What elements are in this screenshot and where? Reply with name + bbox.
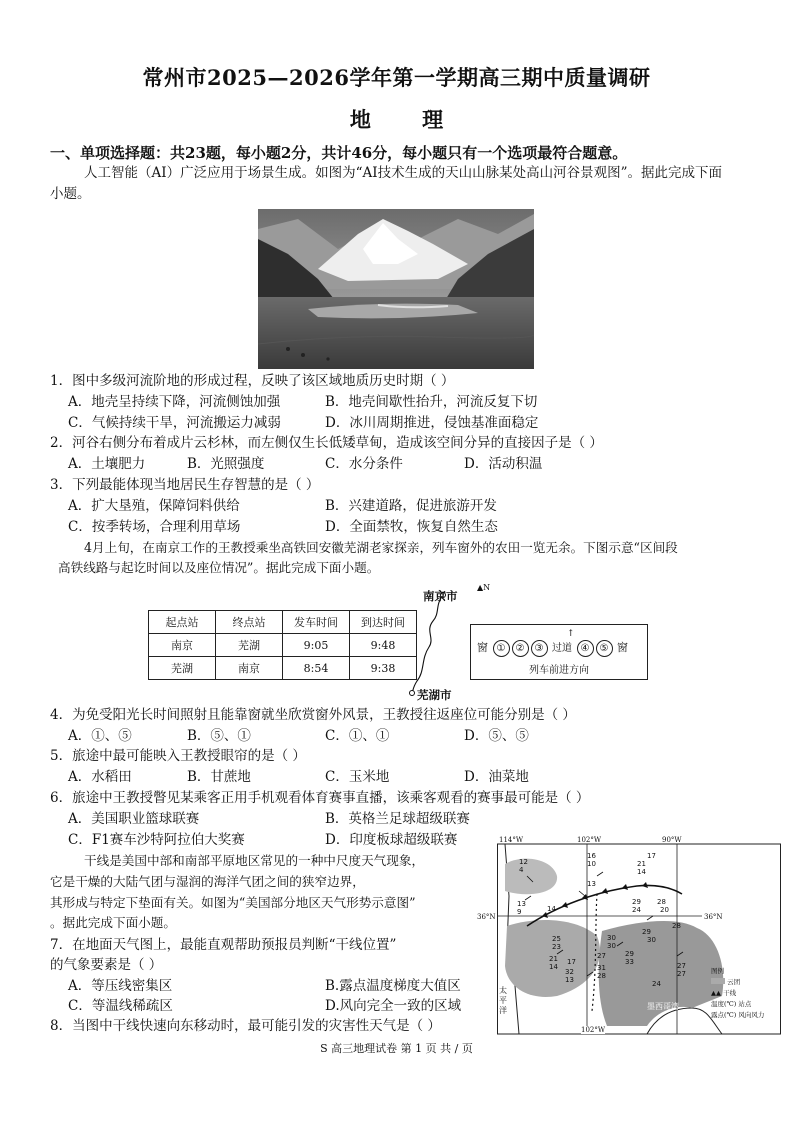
lat-label-36n-left: 36°N — [477, 913, 496, 921]
timetable-header-row — [149, 611, 417, 634]
q4-option-a[interactable]: A．①、⑤ — [68, 728, 132, 744]
svg-text:29: 29 — [625, 950, 634, 958]
q2-option-d[interactable]: D．活动积温 — [464, 456, 543, 472]
train-timetable — [148, 610, 417, 680]
q7-option-a[interactable]: A．等压线密集区 — [68, 978, 173, 994]
legend-dew: 露点(℃) — [711, 1011, 737, 1019]
svg-text:27: 27 — [597, 952, 606, 960]
svg-text:31: 31 — [597, 964, 606, 972]
svg-text:28: 28 — [657, 898, 666, 906]
q6-option-d[interactable]: D．印度板球超级联赛 — [325, 832, 458, 848]
svg-text:27: 27 — [677, 962, 686, 970]
question-4-stem: 4．为免受阳光长时间照射且能靠窗就坐欣赏窗外风景，王教授往返座位可能分别是（ ） — [50, 707, 576, 723]
table-cell: 9:38 — [350, 657, 417, 680]
q5-option-b[interactable]: B．甘蔗地 — [187, 769, 251, 785]
passage1-line1: 人工智能（AI）广泛应用于场景生成。如图为“AI技术生成的天山山脉某处高山河谷景观图”。据此完成下面 — [84, 165, 722, 181]
legend-station: 站点 — [738, 1000, 752, 1008]
q2-option-c[interactable]: C．水分条件 — [325, 456, 403, 472]
wuhu-label: 芜湖市 — [417, 688, 452, 702]
q1-option-d[interactable]: D．冰川周期推进，侵蚀基准面稳定 — [325, 415, 539, 431]
q7-option-d[interactable]: D.风向完全一致的区域 — [325, 998, 462, 1014]
seat-row — [477, 639, 628, 657]
page-footer: S 高三地理试卷 第 1 页 共 / 页 — [320, 1042, 473, 1055]
timetable-header: 发车时间 — [283, 611, 350, 634]
q4-option-d[interactable]: D．⑤、⑤ — [464, 728, 529, 744]
table-cell: 8:54 — [283, 657, 350, 680]
question-3-stem: 3．下列最能体现当地居民生存智慧的是（ ） — [50, 477, 320, 493]
table-cell: 9:48 — [350, 634, 417, 657]
table-cell: 芜湖 — [149, 657, 216, 680]
q6-option-b[interactable]: B．英格兰足球超级联赛 — [325, 811, 470, 827]
svg-text:20: 20 — [660, 906, 669, 914]
arrow-up-icon: ↑ — [567, 629, 575, 639]
table-row — [149, 634, 417, 657]
q5-option-d[interactable]: D．油菜地 — [464, 769, 529, 785]
svg-text:10: 10 — [587, 860, 596, 868]
passage3-line1: 干线是美国中部和南部平原地区常见的一种中尺度天气现象， — [84, 853, 425, 868]
table-cell: 南京 — [149, 634, 216, 657]
legend-title: 图例 — [711, 967, 724, 975]
svg-text:17: 17 — [567, 958, 576, 966]
legend-cloud: 云团 — [727, 978, 741, 986]
seat-2[interactable]: ② — [512, 640, 529, 657]
q4-option-c[interactable]: C．①、① — [325, 728, 390, 744]
table-cell: 芜湖 — [216, 634, 283, 657]
passage3-line4: 。据此完成下面小题。 — [50, 915, 176, 930]
exam-title: 常州市2025—2026学年第一学期高三期中质量调研 — [142, 65, 651, 90]
svg-text:14: 14 — [549, 963, 558, 971]
svg-text:30: 30 — [607, 942, 616, 950]
svg-text:17: 17 — [647, 852, 656, 860]
svg-text:13: 13 — [517, 900, 526, 908]
q1-option-c[interactable]: C．气候持续干旱，河流搬运力减弱 — [68, 415, 281, 431]
q5-option-a[interactable]: A．水稻田 — [68, 769, 132, 785]
svg-text:13: 13 — [565, 976, 574, 984]
aisle-label: 过道 — [552, 643, 572, 654]
svg-text:24: 24 — [632, 906, 641, 914]
svg-text:13: 13 — [587, 880, 596, 888]
q2-option-b[interactable]: B．光照强度 — [187, 456, 265, 472]
cloud-swatch-icon — [711, 978, 725, 984]
svg-text:28: 28 — [597, 972, 606, 980]
seat-4[interactable]: ④ — [577, 640, 594, 657]
map-legend — [711, 966, 764, 1021]
svg-text:29: 29 — [642, 928, 651, 936]
gulf-label: 墨西哥湾 — [647, 1002, 679, 1011]
lat-label-36n-right: 36°N — [704, 913, 723, 921]
table-row — [149, 657, 417, 680]
passage3-line2: 它是干燥的大陆气团与湿润的海洋气团之间的狭窄边界， — [50, 874, 365, 889]
svg-text:9: 9 — [517, 908, 522, 916]
question-5-stem: 5．旅途中最可能映入王教授眼帘的是（ ） — [50, 748, 306, 764]
lon-label-90w: 90°W — [662, 836, 682, 844]
legend-temp: 温度(℃) — [711, 1000, 737, 1008]
q7-option-b[interactable]: B.露点温度梯度大值区 — [325, 978, 461, 994]
us-weather-map — [477, 836, 781, 1036]
svg-text:12: 12 — [519, 858, 528, 866]
table-cell: 南京 — [216, 657, 283, 680]
q2-option-a[interactable]: A．土壤肥力 — [68, 456, 146, 472]
valley-landscape-image — [258, 209, 534, 369]
north-arrow-icon: ▲N — [477, 583, 491, 592]
passage1-line2: 小题。 — [50, 186, 91, 202]
timetable-header: 到达时间 — [350, 611, 417, 634]
svg-text:24: 24 — [652, 980, 661, 988]
question-6-stem: 6．旅途中王教授瞥见某乘客正用手机观看体育赛事直播，该乘客观看的赛事最可能是（ ） — [50, 790, 590, 806]
subject-title: 地 理 — [349, 107, 466, 132]
svg-text:30: 30 — [647, 936, 656, 944]
table-cell: 9:05 — [283, 634, 350, 657]
svg-text:30: 30 — [607, 934, 616, 942]
window-label-right: 窗 — [617, 641, 628, 654]
timetable-header: 起点站 — [149, 611, 216, 634]
seat-5[interactable]: ⑤ — [596, 640, 613, 657]
svg-text:14: 14 — [637, 868, 646, 876]
question-7-stem-line2: 的气象要素是（ ） — [50, 957, 163, 973]
dryline-symbol-icon: ▲▲ — [711, 989, 721, 997]
passage3-line3: 其形成与特定下垫面有关。如图为“美国部分地区天气形势示意图” — [50, 895, 416, 910]
passage2-line1: 4月上旬，在南京工作的王教授乘坐高铁回安徽芜湖老家探亲，列车窗外的农田一览无余。下图示意“区间段 — [84, 540, 678, 555]
svg-text:21: 21 — [637, 860, 646, 868]
q4-option-b[interactable]: B．⑤、① — [187, 728, 251, 744]
svg-text:28: 28 — [672, 922, 681, 930]
svg-text:21: 21 — [549, 955, 558, 963]
lon-label-102w-bottom: 102°W — [581, 1026, 606, 1034]
svg-text:23: 23 — [552, 943, 561, 951]
question-1-stem: 1．图中多级河流阶地的形成过程，反映了该区域地质历史时期（ ） — [50, 373, 455, 389]
q3-option-a[interactable]: A．扩大垦殖，保障饲料供给 — [68, 498, 240, 514]
nanjing-label: 南京市 — [423, 589, 458, 603]
q6-option-c[interactable]: C．F1赛车沙特阿拉伯大奖赛 — [68, 832, 245, 848]
q5-option-c[interactable]: C．玉米地 — [325, 769, 390, 785]
lon-label-114w: 114°W — [499, 836, 524, 844]
window-label-left: 窗 — [477, 641, 488, 654]
question-8-stem: 8．当图中干线快速向东移动时，最可能引发的灾害性天气是（ ） — [50, 1018, 441, 1034]
seat-1[interactable]: ① — [493, 640, 510, 657]
q1-option-a[interactable]: A．地壳呈持续下降，河流侧蚀加强 — [68, 394, 281, 410]
svg-text:33: 33 — [625, 958, 634, 966]
q6-option-a[interactable]: A．美国职业篮球联赛 — [68, 811, 200, 827]
svg-text:27: 27 — [677, 970, 686, 978]
question-2-stem: 2．河谷右侧分布着成片云杉林，而左侧仅生长低矮草甸，造成该空间分异的直接因子是（ ） — [50, 435, 603, 451]
legend-dryline: 干线 — [723, 989, 737, 997]
q1-option-b[interactable]: B．地壳间歇性抬升，河流反复下切 — [325, 394, 538, 410]
svg-text:29: 29 — [632, 898, 641, 906]
svg-text:4: 4 — [519, 866, 524, 874]
lon-label-102w: 102°W — [577, 836, 602, 844]
section-heading: 一、单项选择题：共23题，每小题2分，共计46分，每小题只有一个选项最符合题意。 — [50, 144, 628, 162]
legend-wind: 风向风力 — [738, 1011, 765, 1019]
q7-option-c[interactable]: C．等温线稀疏区 — [68, 998, 173, 1014]
timetable-header: 终点站 — [216, 611, 283, 634]
svg-text:16: 16 — [587, 852, 596, 860]
q3-option-c[interactable]: C．按季转场，合理利用草场 — [68, 519, 241, 535]
seat-diagram — [470, 624, 648, 680]
direction-label: 列车前进方向 — [529, 665, 589, 676]
seat-3[interactable]: ③ — [531, 640, 548, 657]
pacific-label: 太平洋 — [499, 986, 507, 1015]
q3-option-d[interactable]: D．全面禁牧，恢复自然生态 — [325, 519, 498, 535]
north-label: N — [483, 583, 491, 592]
passage2-line2: 高铁线路与起讫时间以及座位情况”。据此完成下面小题。 — [58, 560, 380, 575]
question-7-stem-line1: 7．在地面天气图上，最能直观帮助预报员判断“干线位置” — [50, 937, 397, 953]
svg-text:14: 14 — [547, 905, 556, 913]
q3-option-b[interactable]: B．兴建道路，促进旅游开发 — [325, 498, 497, 514]
svg-text:32: 32 — [565, 968, 574, 976]
svg-text:25: 25 — [552, 935, 561, 943]
